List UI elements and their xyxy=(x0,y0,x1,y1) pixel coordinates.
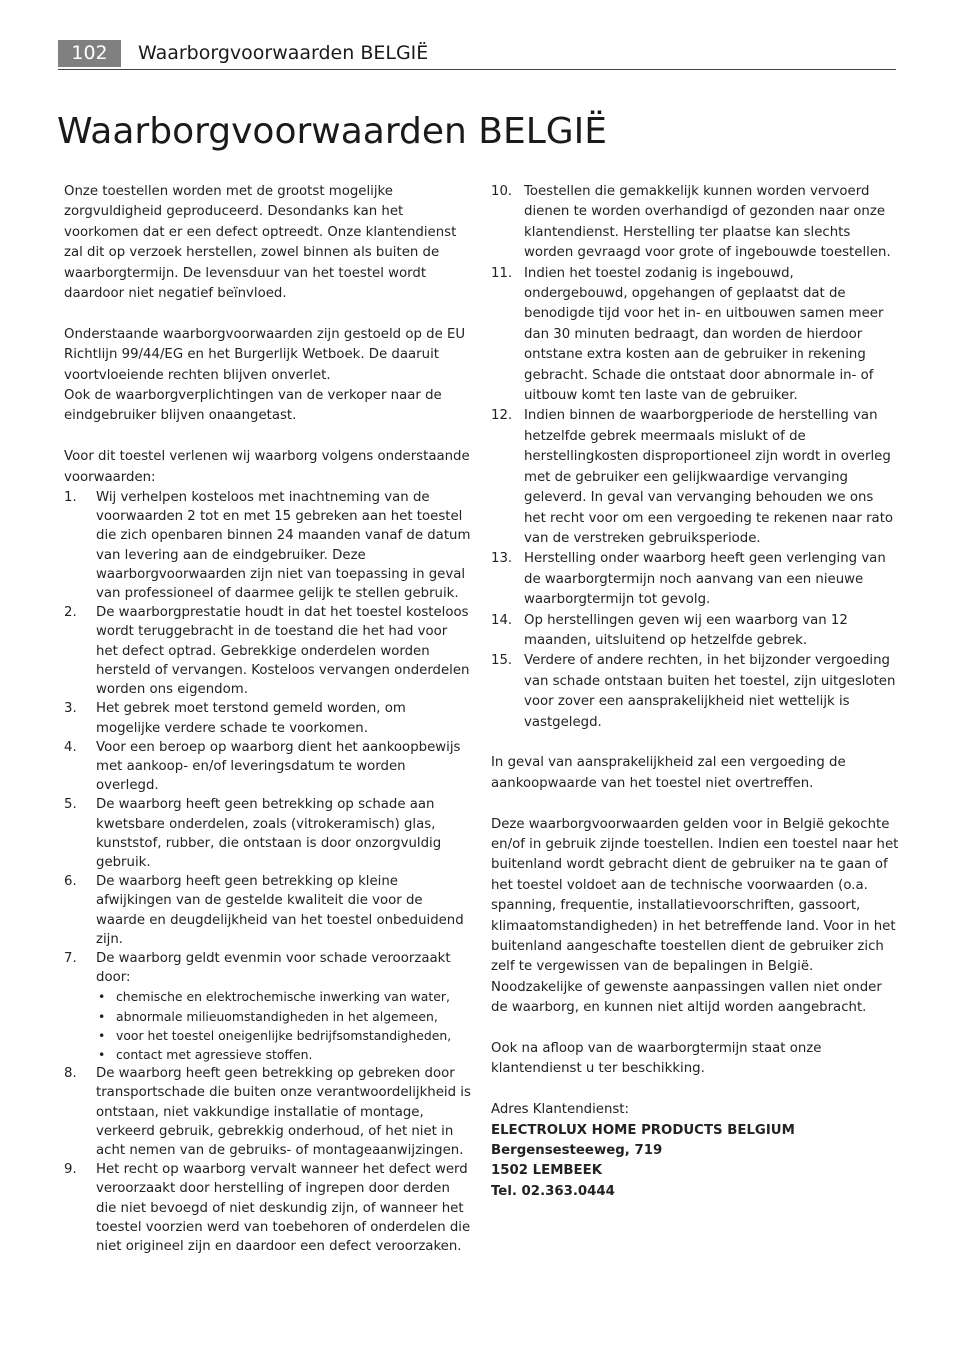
right-column xyxy=(491,182,899,1202)
legal-basis-paragraph: Onderstaande waarborgvoorwaarden zijn gestoeld op de EU Richtlijn 99/44/EG en het Burgerlijk Wetboek. De daaruit voortvloeiende rechten blijven onverlet. xyxy=(64,326,466,383)
header-title: Waarborgvoorwaarden BELGIË xyxy=(138,42,429,64)
list-item: 4. Voor een beroep op waarborg dient het aankoopbewijs met aankoop- en/of leveringsdatum te worden overlegd. xyxy=(64,739,461,794)
page-number: 102 xyxy=(58,40,121,67)
list-item: 7. De waarborg geldt evenmin voor schade veroorzaakt door: • chemische en elektrochemische inwerking van water, • abnormale milieuomstandigheden in het algemeen, • voor het toestel oneigenlijke bedrijfsomstandigheden, • contact met agressieve stoffen. xyxy=(64,949,472,1064)
conditions-intro: Voor dit toestel verlenen wij waarborg volgens onderstaande voorwaarden: xyxy=(64,449,470,485)
list-item: 2. De waarborgprestatie houdt in dat het toestel kosteloos wordt teruggebracht in de toestand die het had voor het defect optrad. Gebrekkige onderdelen worden hersteld of vervangen. Kosteloos vervangen onderdelen worden ons eigendom. xyxy=(64,605,470,698)
list-item: 6. De waarborg heeft geen betrekking op kleine afwijkingen van de gestelde kwaliteit die voor de waarde en deugdelijkheid van het toestel onbeduidend zijn. xyxy=(64,874,464,947)
list-item: 12. Indien binnen de waarborgperiode de herstelling van hetzelfde gebrek meermaals mislukt of de herstellingkosten disproportioneel zijn wordt in overleg met de gebruiker een gelijkwaardige vervanging geleverd. In geval van vervanging behouden we ons het recht voor om een vergoeding te rekenen naar rato van de verstreken gebruiksperiode. xyxy=(491,408,894,546)
bullet-item: • chemische en elektrochemische inwerking van water, xyxy=(98,989,450,1005)
list-item: 15. Verdere of andere rechten, in het bijzonder vergoeding van schade ontstaan buiten het toestel, zijn uitgesloten voor zover een aansprakelijkheid niet wettelijk is vastgelegd. xyxy=(491,653,896,730)
address-street: Bergensesteeweg, 719 xyxy=(491,1143,663,1159)
page-title: Waarborgvoorwaarden BELGIË xyxy=(57,111,608,152)
list-item: 3. Het gebrek moet terstond gemeld worden, om mogelijke verdere schade te voorkomen. xyxy=(64,701,406,736)
list-item: 11. Indien het toestel zodanig is ingebouwd, ondergebouwd, opgehangen of geplaatst dat de benodigde tijd voor het in- en uitbouwen samen meer dan 30 minuten bedraagt, dan worden de hierdoor ontstane extra kosten aan de gebruiker in rekening gebracht. Schade die ontstaat door abnormale in- of uitbouw komt ten laste van de gebruiker. xyxy=(491,265,884,404)
list-item: 13. Herstelling onder waarborg heeft geen verlenging van de waarborgtermijn noch aanvang van een nieuwe waarborgtermijn tot gevolg. xyxy=(491,551,886,608)
bullet-item: • abnormale milieuomstandigheden in het algemeen, xyxy=(98,1008,438,1024)
exclusions-bullet-list xyxy=(96,987,472,1064)
list-item: 10. Toestellen die gemakkelijk kunnen worden vervoerd dienen te worden overhandigd of gezonden naar onze klantendienst. Herstelling ter plaatse kan slechts worden gevraagd voor grote of ingebouwde toestellen. xyxy=(491,184,891,261)
list-item: 9. Het recht op waarborg vervalt wanneer het defect werd veroorzaakt door herstelling of ingrepen door derden die niet bevoegd of niet deskundig zijn, of wanneer het toestel voorzien werd van toebehoren of onderdelen die niet origineel zijn en daardoor een defect veroorzaken. xyxy=(64,1162,471,1254)
list-item: 14. Op herstellingen geven wij een waarborg van 12 maanden, uitsluitend op hetzelfde gebrek. xyxy=(491,612,848,648)
service-paragraph: Ook na afloop van de waarborgtermijn staat onze klantendienst u ter beschikking. xyxy=(491,1041,822,1077)
bullet-item: • voor het toestel oneigenlijke bedrijfsomstandigheden, xyxy=(98,1027,452,1043)
seller-obligations-paragraph: Ook de waarborgverplichtingen van de verkoper naar de eindgebruiker blijven onaangetast. xyxy=(64,388,442,424)
intro-paragraph: Onze toestellen worden met de grootst mogelijke zorgvuldigheid geproduceerd. Desondanks kan het voorkomen dat er een defect optreedt. Onze klantendienst zal dit op verzoek herstellen, zowel binnen als buiten de waarborgtermijn. De levensduur van het toestel wordt daardoor niet negatief beïnvloed. xyxy=(64,184,457,302)
list-item: 8. De waarborg heeft geen betrekking op gebreken door transportschade die buiten onze verantwoordelijkheid is ontstaan, niet vakkundige installatie of montage, verkeerd gebruik, gebrekkig onderhoud, of het niet in acht nemen van de gebruiks- of montageaanwijzingen. xyxy=(64,1066,471,1158)
company-name: ELECTROLUX HOME PRODUCTS BELGIUM xyxy=(491,1122,795,1138)
list-item: 5. De waarborg heeft geen betrekking op schade aan kwetsbare onderdelen, zoals (vitrokeramisch) glas, kunststof, rubber, die ontstaan is door onzorgvuldig gebruik. xyxy=(64,797,442,870)
list-item: 1. Wij verhelpen kosteloos met inachtneming van de voorwaarden 2 tot en met 15 gebreken aan het toestel die zich openbaren binnen 24 maanden vanaf de datum van levering aan de eindgebruiker. Deze waarborgvoorwaarden zijn niet van toepassing in geval van professioneel of daarmee gelijk te stellen gebruik. xyxy=(64,490,471,602)
left-column xyxy=(64,182,472,1256)
address-label: Adres Klantendienst: xyxy=(491,1102,629,1118)
phone-number: Tel. 02.363.0444 xyxy=(491,1183,615,1199)
conditions-list-right xyxy=(491,182,899,733)
conditions-list-left xyxy=(64,488,472,1256)
bullet-item: • contact met agressieve stoffen. xyxy=(98,1046,313,1062)
page-header xyxy=(58,40,896,70)
belgium-scope-paragraph: Deze waarborgvoorwaarden gelden voor in België gekochte en/of in gebruik zijnde toestellen. Indien een toestel naar het buitenland wordt gebracht dient de gebruiker na te gaan of het toestel voldoet aan de technische voorwaarden (o.a. spanning, frequentie, installatievoorschriften, gassoort, klimaatomstandigheden) in het betreffende land. Voor in het buitenland aangeschafte toestellen dient de gebruiker zich zelf te vergewissen van de bepalingen in België. Noodzakelijke of gewenste aanpassingen vallen niet onder de waarborg, en kunnen niet altijd worden aangebracht. xyxy=(491,816,899,1016)
liability-paragraph: In geval van aansprakelijkheid zal een vergoeding de aankoopwaarde van het toestel niet overtreffen. xyxy=(491,755,846,791)
address-city: 1502 LEMBEEK xyxy=(491,1163,603,1179)
